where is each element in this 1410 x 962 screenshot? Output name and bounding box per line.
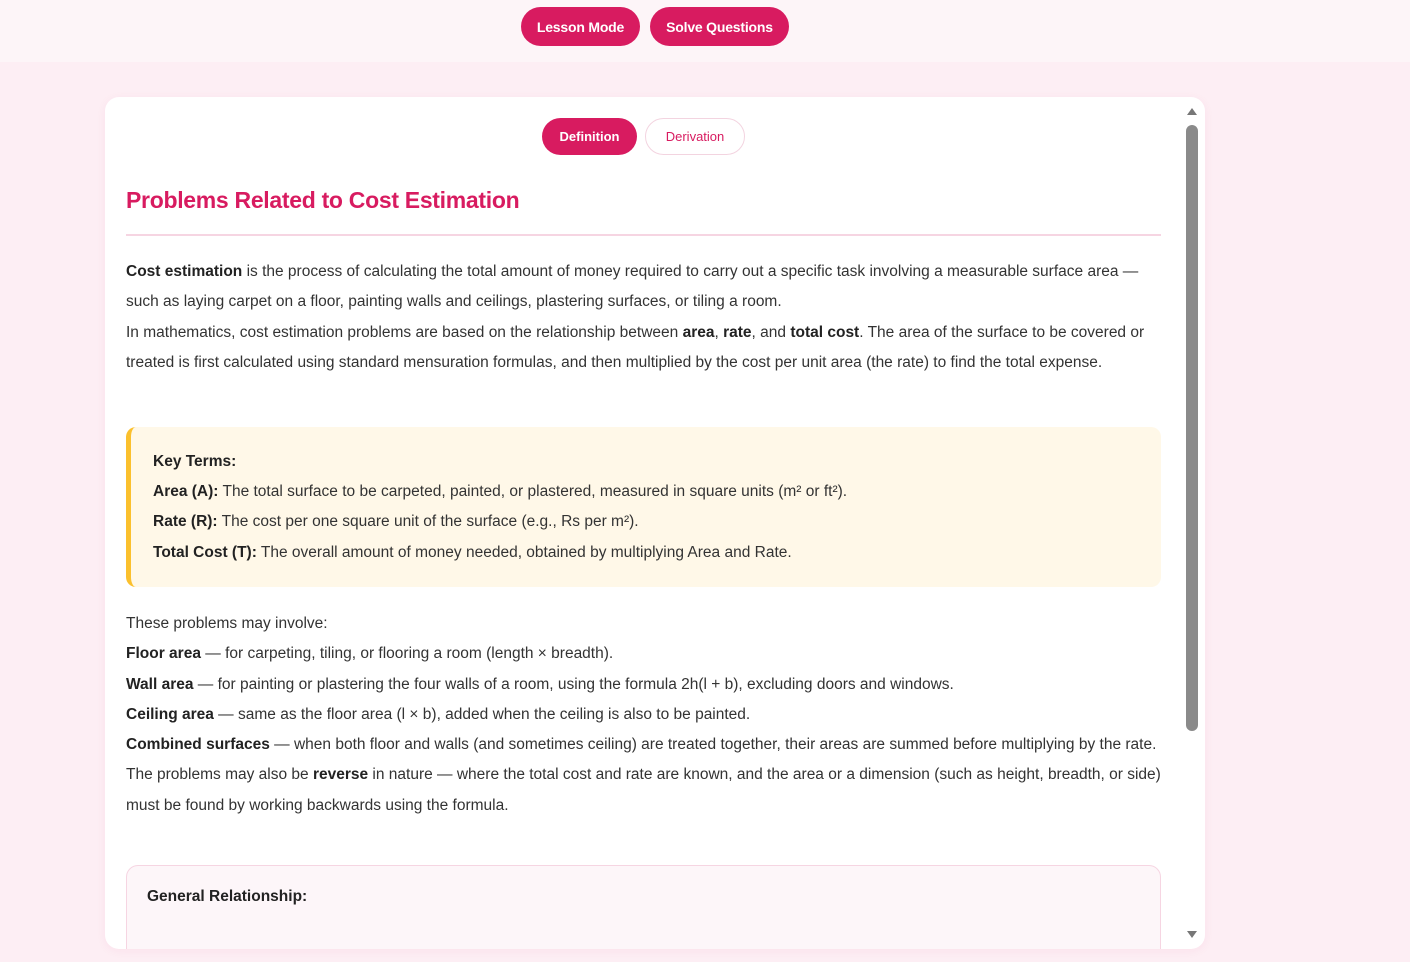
key-term-area-label: Area (A): bbox=[153, 483, 219, 501]
top-navigation-bar bbox=[0, 0, 1410, 62]
rate-term: rate bbox=[723, 323, 752, 341]
area-term: area bbox=[682, 323, 715, 341]
scroll-down-arrow-icon[interactable] bbox=[1187, 931, 1197, 938]
combined-surfaces-text: — when both floor and walls (and sometimes ceiling) are treated together, their areas are summed before multiplying by the rate. bbox=[269, 736, 1157, 754]
scroll-up-arrow-icon[interactable] bbox=[1187, 108, 1197, 115]
solve-questions-button[interactable]: Solve Questions bbox=[650, 7, 789, 46]
key-term-rate bbox=[153, 507, 1161, 537]
total-cost-term: total cost bbox=[790, 323, 860, 341]
key-terms-heading: Key Terms: bbox=[153, 453, 237, 470]
intro-line-2-rest: . The area of the surface to be covered or treated is first calculated using standard mensuration formulas, and then multiplied by the cost per unit area (the rate) to find the total expense. bbox=[126, 323, 1145, 371]
reverse-rest: in nature — where the total cost and rate are known, and the area or a dimension (such as height, breadth, or side) must be found by working backwards using the formula. bbox=[126, 766, 1161, 814]
general-relationship-box bbox=[126, 865, 1161, 949]
intro-line-2-start: In mathematics, cost estimation problems are based on the relationship between bbox=[126, 323, 683, 341]
key-term-area-text: The total surface to be carpeted, painted, or plastered, measured in square units (m² or ft²). bbox=[218, 483, 848, 501]
intro-paragraph bbox=[126, 257, 1166, 378]
key-term-rate-label: Rate (R): bbox=[153, 513, 218, 531]
floor-area-text: — for carpeting, tiling, or flooring a room (length × breadth). bbox=[200, 645, 614, 663]
tab-derivation[interactable]: Derivation bbox=[645, 118, 745, 155]
key-term-area bbox=[153, 477, 1161, 507]
intro-line-1: is the process of calculating the total amount of money required to carry out a specific task involving a measurable surface area — such as laying carpet on a floor, painting walls and ceilings, plastering surfaces, or tiling a room. bbox=[126, 263, 1139, 311]
involve-section bbox=[126, 609, 1166, 821]
vertical-scrollbar[interactable] bbox=[1183, 100, 1201, 946]
tab-definition[interactable]: Definition bbox=[542, 118, 637, 155]
key-term-total-text: The overall amount of money needed, obtained by multiplying Area and Rate. bbox=[256, 543, 792, 561]
key-term-total bbox=[153, 538, 1161, 568]
ceiling-area-label: Ceiling area bbox=[126, 705, 214, 723]
cost-estimation-term: Cost estimation bbox=[126, 263, 243, 280]
wall-area-text: — for painting or plastering the four walls of a room, using the formula 2h(l + b), excluding doors and windows. bbox=[193, 675, 954, 693]
intro-comma: , bbox=[714, 323, 724, 341]
lesson-content-card bbox=[105, 97, 1205, 949]
scrollbar-thumb[interactable] bbox=[1186, 125, 1198, 731]
reverse-term: reverse bbox=[312, 766, 369, 784]
floor-area-label: Floor area bbox=[126, 645, 201, 663]
title-divider bbox=[126, 234, 1161, 236]
page-title: Problems Related to Cost Estimation bbox=[126, 187, 520, 213]
ceiling-area-text: — same as the floor area (l × b), added when the ceiling is also to be painted. bbox=[213, 705, 751, 723]
combined-surfaces-label: Combined surfaces bbox=[126, 736, 270, 754]
reverse-start: The problems may also be bbox=[126, 766, 313, 784]
wall-area-label: Wall area bbox=[126, 675, 194, 693]
key-terms-box bbox=[126, 427, 1161, 587]
key-term-rate-text: The cost per one square unit of the surface (e.g., Rs per m²). bbox=[217, 513, 639, 531]
general-relationship-heading: General Relationship: bbox=[147, 888, 308, 905]
key-term-total-label: Total Cost (T): bbox=[153, 543, 257, 561]
involve-intro: These problems may involve: bbox=[126, 615, 328, 632]
intro-and: , and bbox=[751, 323, 791, 341]
lesson-mode-button[interactable]: Lesson Mode bbox=[521, 7, 640, 46]
